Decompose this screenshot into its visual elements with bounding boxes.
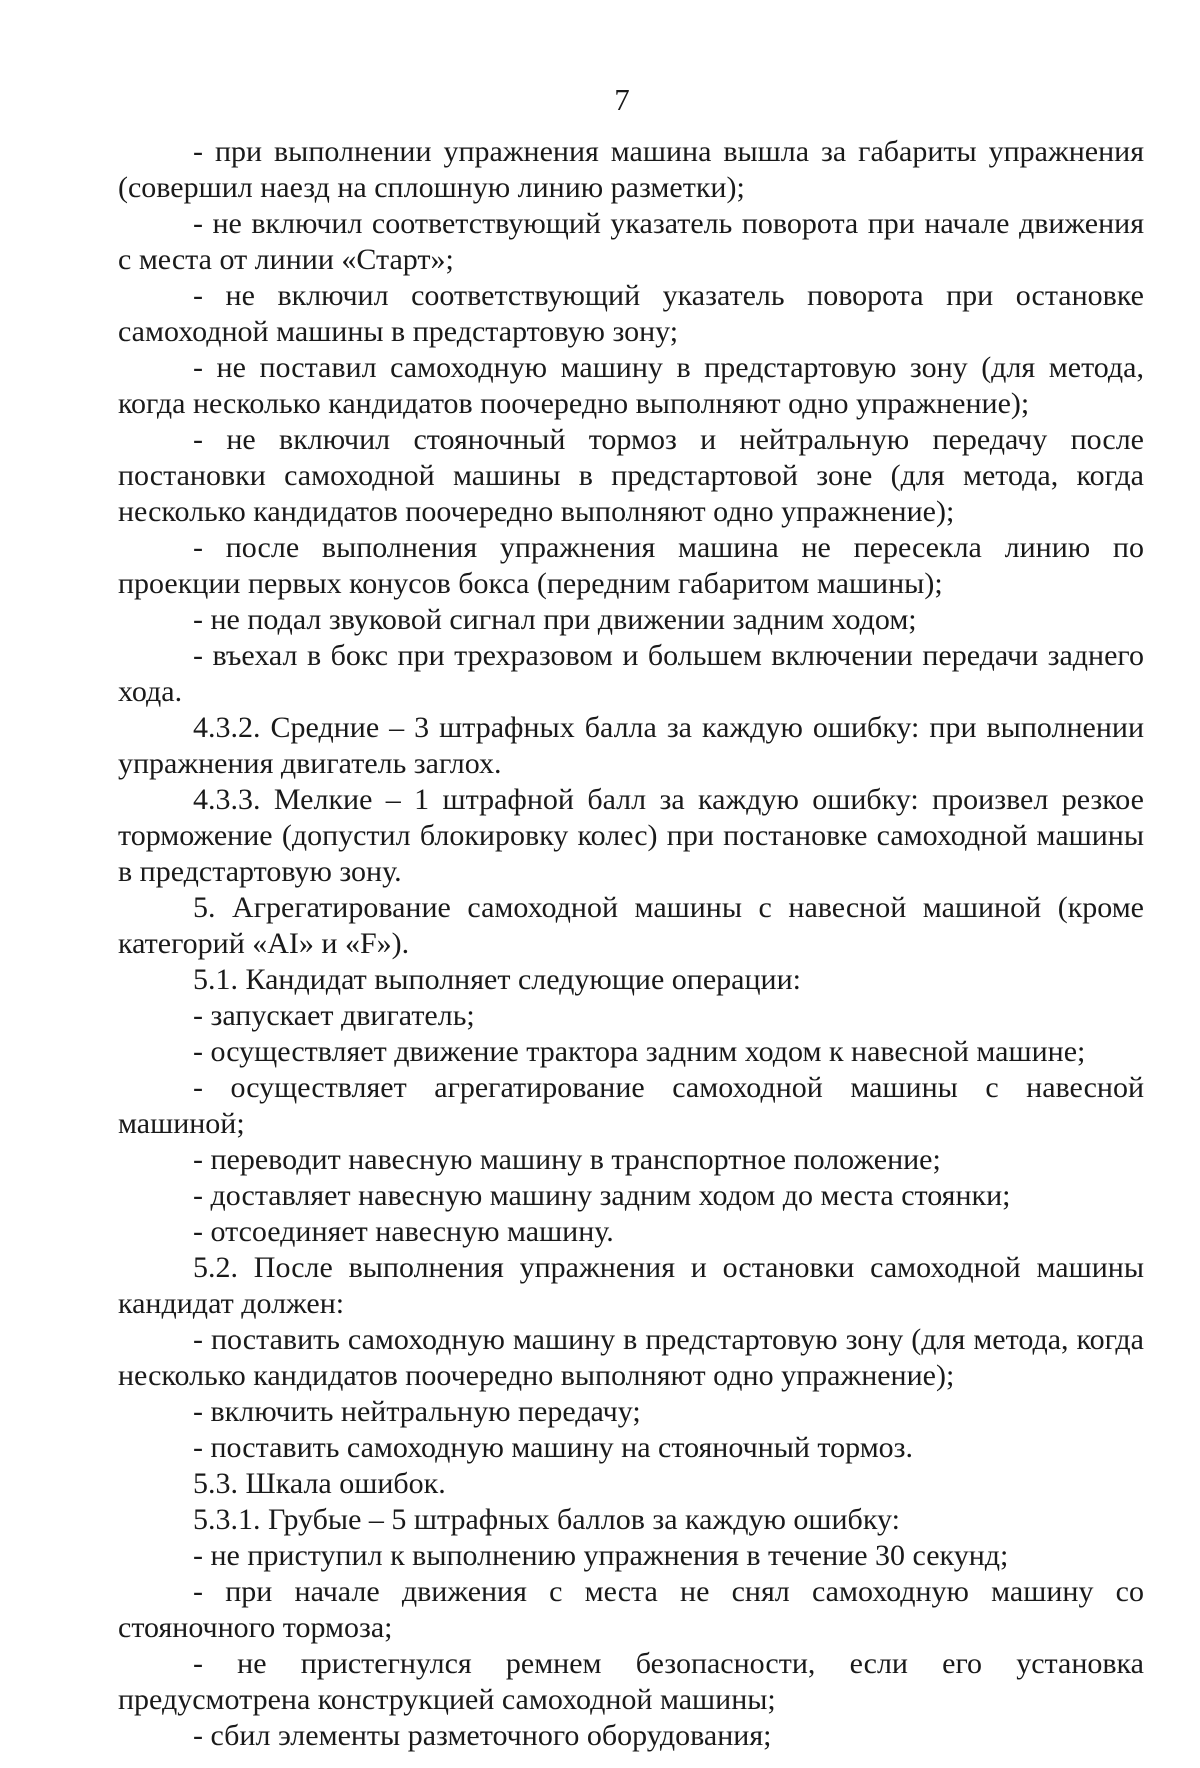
paragraph: - при выполнении упражнения машина вышла за габариты упражнения (совершил наезд на сплошную линию разметки); (118, 135, 1144, 204)
paragraph: - не подал звуковой сигнал при движении задним ходом; (193, 603, 917, 636)
paragraph: - въехал в бокс при трехразовом и большем включении передачи заднего хода. (118, 639, 1144, 708)
paragraph: - не включил стояночный тормоз и нейтральную передачу после постановки самоходной машины в предстартовой зоне (для метода, когда несколько кандидатов поочередно выполняют одно упражнение); (118, 423, 1144, 528)
document-body (118, 134, 1144, 1754)
paragraph: 5.2. После выполнения упражнения и остановки самоходной машины кандидат должен: (118, 1251, 1144, 1320)
paragraph: - поставить самоходную машину в предстартовую зону (для метода, когда несколько кандидатов поочередно выполняют одно упражнение); (118, 1323, 1144, 1392)
paragraph: - осуществляет агрегатирование самоходной машины с навесной машиной; (118, 1071, 1144, 1140)
paragraph: - осуществляет движение трактора задним ходом к навесной машине; (193, 1035, 1086, 1068)
paragraph: - не включил соответствующий указатель поворота при начале движения с места от линии «Старт»; (118, 207, 1144, 276)
paragraph: - переводит навесную машину в транспортное положение; (193, 1143, 941, 1176)
paragraph: - отсоединяет навесную машину. (193, 1215, 614, 1248)
paragraph: - сбил элементы разметочного оборудования; (193, 1719, 772, 1752)
paragraph: 5.3. Шкала ошибок. (193, 1467, 446, 1500)
paragraph: - доставляет навесную машину задним ходом до места стоянки; (193, 1179, 1011, 1212)
paragraph: - не включил соответствующий указатель поворота при остановке самоходной машины в предстартовую зону; (118, 279, 1144, 348)
paragraph: - при начале движения с места не снял самоходную машину со стояночного тормоза; (118, 1575, 1144, 1644)
paragraph: - не пристегнулся ремнем безопасности, если его установка предусмотрена конструкцией самоходной машины; (118, 1647, 1144, 1716)
paragraph: - поставить самоходную машину на стояночный тормоз. (193, 1431, 914, 1464)
paragraph: - после выполнения упражнения машина не пересекла линию по проекции первых конусов бокса (передним габаритом машины); (118, 531, 1144, 600)
paragraph: - запускает двигатель; (193, 999, 475, 1032)
section-heading: 5. Агрегатирование самоходной машины с навесной машиной (кроме категорий «AI» и «F»). (118, 891, 1144, 960)
page-number: 7 (614, 82, 630, 117)
paragraph: 4.3.2. Средние – 3 штрафных балла за каждую ошибку: при выполнении упражнения двигатель заглох. (118, 711, 1144, 780)
paragraph: - не приступил к выполнению упражнения в течение 30 секунд; (193, 1539, 1009, 1572)
paragraph: 4.3.3. Мелкие – 1 штрафной балл за каждую ошибку: произвел резкое торможение (допустил блокировку колес) при постановке самоходной машины в предстартовую зону. (118, 783, 1144, 888)
paragraph: - включить нейтральную передачу; (193, 1395, 641, 1428)
paragraph: 5.3.1. Грубые – 5 штрафных баллов за каждую ошибку: (193, 1503, 900, 1536)
paragraph: - не поставил самоходную машину в предстартовую зону (для метода, когда несколько кандидатов поочередно выполняют одно упражнение); (118, 351, 1144, 420)
paragraph: 5.1. Кандидат выполняет следующие операции: (193, 963, 801, 996)
